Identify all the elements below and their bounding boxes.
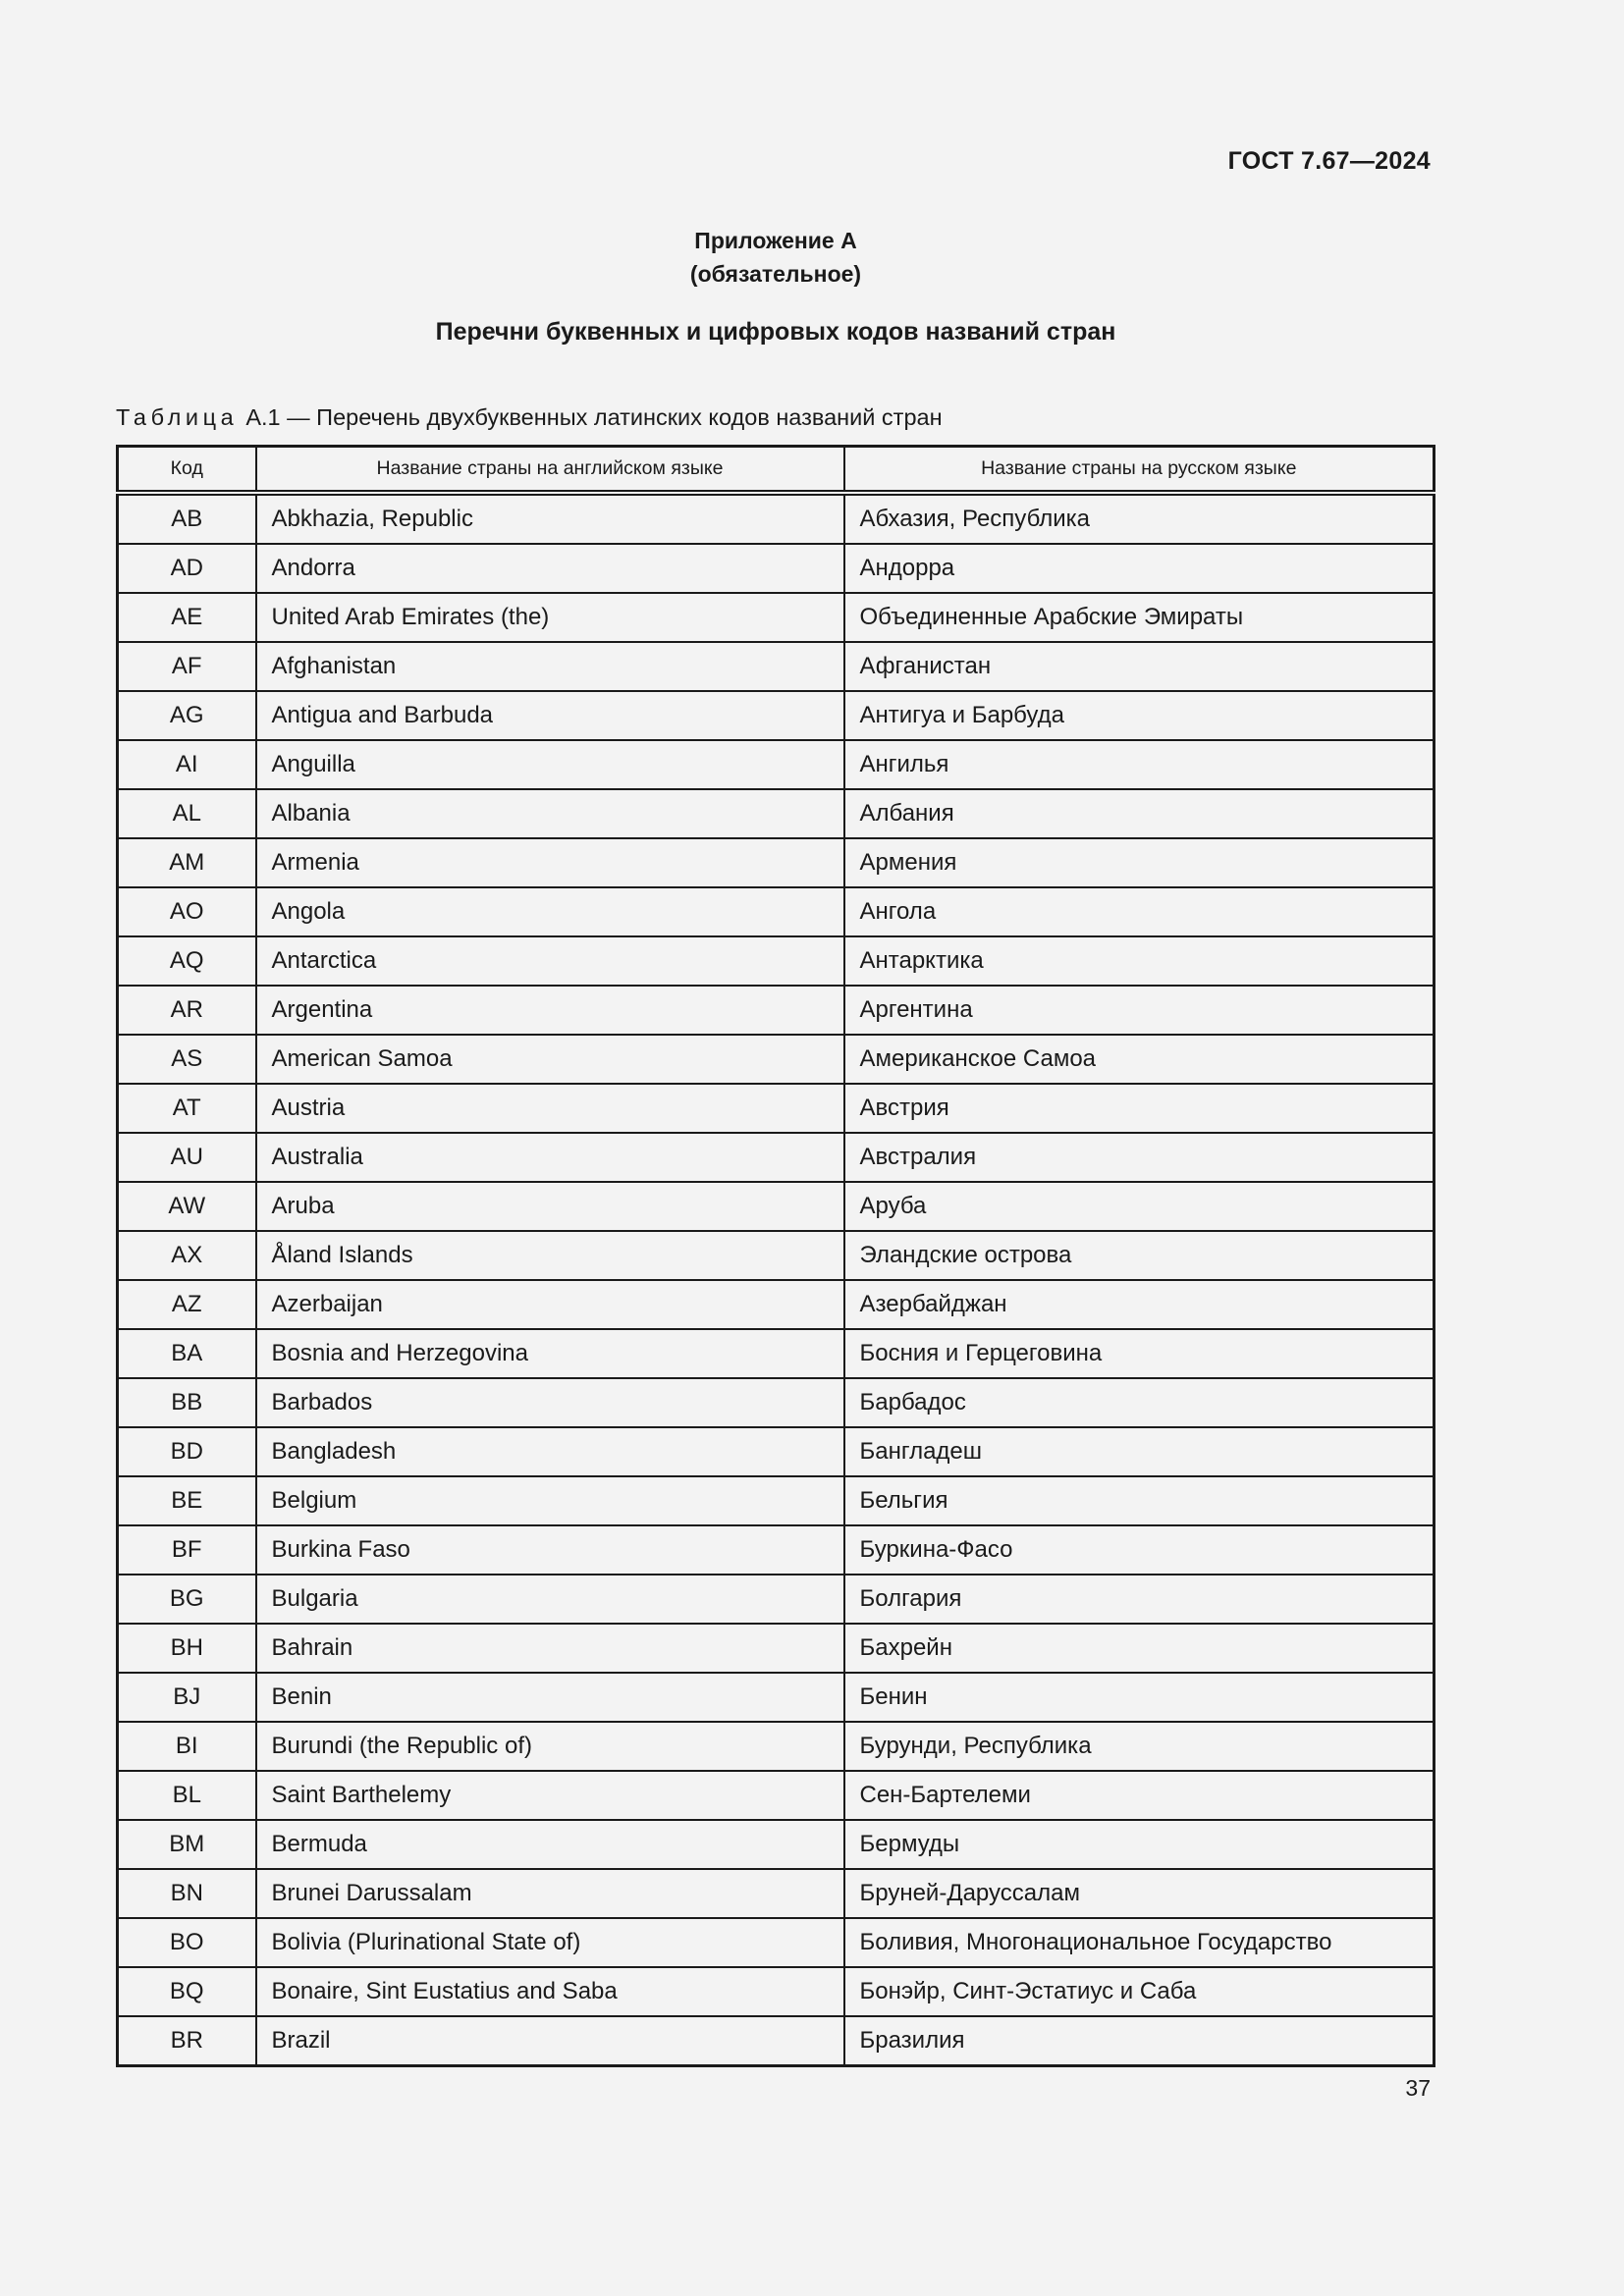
cell-code: AZ [118, 1280, 256, 1329]
table-row [118, 887, 1435, 936]
cell-code: AF [118, 642, 256, 691]
cell-english-name: Abkhazia, Republic [256, 493, 844, 544]
table-row [118, 1280, 1435, 1329]
cell-english-name: Åland Islands [256, 1231, 844, 1280]
cell-english-name: Austria [256, 1084, 844, 1133]
table-row [118, 1035, 1435, 1084]
cell-english-name: Bosnia and Herzegovina [256, 1329, 844, 1378]
cell-russian-name: Антарктика [844, 936, 1435, 986]
cell-russian-name: Афганистан [844, 642, 1435, 691]
cell-russian-name: Ангилья [844, 740, 1435, 789]
cell-code: BN [118, 1869, 256, 1918]
table-row [118, 1918, 1435, 1967]
appendix-status: (обязательное) [689, 261, 862, 287]
cell-code: AG [118, 691, 256, 740]
appendix-title: Приложение А [694, 228, 857, 253]
table-row [118, 1133, 1435, 1182]
cell-russian-name: Азербайджан [844, 1280, 1435, 1329]
table-row [118, 1084, 1435, 1133]
table-row [118, 1869, 1435, 1918]
cell-code: AD [118, 544, 256, 593]
cell-russian-name: Аруба [844, 1182, 1435, 1231]
table-body [118, 493, 1435, 2066]
table-row [118, 1967, 1435, 2016]
table-row [118, 740, 1435, 789]
cell-code: BQ [118, 1967, 256, 2016]
cell-russian-name: Бурунди, Республика [844, 1722, 1435, 1771]
cell-russian-name: Барбадос [844, 1378, 1435, 1427]
cell-code: BM [118, 1820, 256, 1869]
cell-english-name: Bolivia (Plurinational State of) [256, 1918, 844, 1967]
cell-english-name: Bahrain [256, 1624, 844, 1673]
cell-russian-name: Армения [844, 838, 1435, 887]
cell-english-name: Benin [256, 1673, 844, 1722]
document-code: ГОСТ 7.67—2024 [1227, 147, 1431, 175]
section-title: Перечни буквенных и цифровых кодов названий стран [435, 318, 1116, 346]
table-row [118, 1231, 1435, 1280]
cell-english-name: Barbados [256, 1378, 844, 1427]
cell-code: BO [118, 1918, 256, 1967]
table-row [118, 789, 1435, 838]
table-row [118, 1525, 1435, 1575]
cell-english-name: Belgium [256, 1476, 844, 1525]
cell-code: BB [118, 1378, 256, 1427]
cell-russian-name: Бруней-Даруссалам [844, 1869, 1435, 1918]
cell-russian-name: Бенин [844, 1673, 1435, 1722]
cell-code: AL [118, 789, 256, 838]
cell-russian-name: Сен-Бартелеми [844, 1771, 1435, 1820]
cell-code: AB [118, 493, 256, 544]
cell-english-name: Antigua and Barbuda [256, 691, 844, 740]
cell-code: AW [118, 1182, 256, 1231]
table-row [118, 1575, 1435, 1624]
cell-english-name: Bulgaria [256, 1575, 844, 1624]
table-header-row [118, 447, 1435, 494]
table-caption [116, 404, 943, 431]
cell-code: AR [118, 986, 256, 1035]
cell-code: AU [118, 1133, 256, 1182]
cell-english-name: Antarctica [256, 936, 844, 986]
table-row [118, 986, 1435, 1035]
cell-russian-name: Буркина-Фасо [844, 1525, 1435, 1575]
cell-english-name: Burundi (the Republic of) [256, 1722, 844, 1771]
cell-russian-name: Абхазия, Республика [844, 493, 1435, 544]
cell-english-name: Albania [256, 789, 844, 838]
cell-code: BR [118, 2016, 256, 2066]
cell-russian-name: Объединенные Арабские Эмираты [844, 593, 1435, 642]
cell-russian-name: Антигуа и Барбуда [844, 691, 1435, 740]
header-code: Код [118, 447, 256, 494]
cell-code: AO [118, 887, 256, 936]
cell-russian-name: Бонэйр, Синт-Эстатиус и Саба [844, 1967, 1435, 2016]
table-row [118, 493, 1435, 544]
table-row [118, 544, 1435, 593]
table-row [118, 1722, 1435, 1771]
cell-code: AQ [118, 936, 256, 986]
cell-english-name: Argentina [256, 986, 844, 1035]
cell-russian-name: Аргентина [844, 986, 1435, 1035]
cell-code: BA [118, 1329, 256, 1378]
cell-russian-name: Бразилия [844, 2016, 1435, 2066]
cell-code: AX [118, 1231, 256, 1280]
cell-english-name: Brazil [256, 2016, 844, 2066]
cell-english-name: Saint Barthelemy [256, 1771, 844, 1820]
cell-english-name: Bermuda [256, 1820, 844, 1869]
cell-english-name: Aruba [256, 1182, 844, 1231]
cell-code: BH [118, 1624, 256, 1673]
cell-russian-name: Бельгия [844, 1476, 1435, 1525]
cell-english-name: Australia [256, 1133, 844, 1182]
cell-russian-name: Бангладеш [844, 1427, 1435, 1476]
page-number: 37 [1405, 2075, 1431, 2101]
cell-english-name: Brunei Darussalam [256, 1869, 844, 1918]
cell-english-name: Bonaire, Sint Eustatius and Saba [256, 1967, 844, 2016]
table-row [118, 1771, 1435, 1820]
cell-russian-name: Болгария [844, 1575, 1435, 1624]
table-row [118, 1673, 1435, 1722]
cell-code: AM [118, 838, 256, 887]
cell-code: BF [118, 1525, 256, 1575]
cell-russian-name: Босния и Герцеговина [844, 1329, 1435, 1378]
table-row [118, 2016, 1435, 2066]
cell-russian-name: Эландские острова [844, 1231, 1435, 1280]
cell-english-name: Armenia [256, 838, 844, 887]
cell-code: BD [118, 1427, 256, 1476]
cell-code: BL [118, 1771, 256, 1820]
table-row [118, 1820, 1435, 1869]
cell-code: AE [118, 593, 256, 642]
table-row [118, 1476, 1435, 1525]
cell-russian-name: Албания [844, 789, 1435, 838]
cell-english-name: Azerbaijan [256, 1280, 844, 1329]
cell-code: AS [118, 1035, 256, 1084]
cell-russian-name: Австралия [844, 1133, 1435, 1182]
cell-code: BJ [118, 1673, 256, 1722]
table-row [118, 642, 1435, 691]
table-row [118, 593, 1435, 642]
cell-russian-name: Бахрейн [844, 1624, 1435, 1673]
cell-russian-name: Боливия, Многонациональное Государство [844, 1918, 1435, 1967]
cell-english-name: Afghanistan [256, 642, 844, 691]
table-row [118, 1378, 1435, 1427]
header-english-name: Название страны на английском языке [256, 447, 844, 494]
table-row [118, 936, 1435, 986]
table-row [118, 691, 1435, 740]
appendix-heading [0, 224, 1551, 291]
cell-code: BE [118, 1476, 256, 1525]
cell-english-name: United Arab Emirates (the) [256, 593, 844, 642]
cell-english-name: Burkina Faso [256, 1525, 844, 1575]
cell-english-name: American Samoa [256, 1035, 844, 1084]
table-caption-label: Таблица [116, 404, 239, 430]
cell-english-name: Bangladesh [256, 1427, 844, 1476]
cell-russian-name: Ангола [844, 887, 1435, 936]
cell-english-name: Anguilla [256, 740, 844, 789]
table-row [118, 838, 1435, 887]
table-row [118, 1427, 1435, 1476]
country-codes-table [116, 445, 1435, 2067]
cell-code: AT [118, 1084, 256, 1133]
cell-russian-name: Американское Самоа [844, 1035, 1435, 1084]
cell-english-name: Angola [256, 887, 844, 936]
cell-russian-name: Австрия [844, 1084, 1435, 1133]
header-russian-name: Название страны на русском языке [844, 447, 1435, 494]
cell-code: BI [118, 1722, 256, 1771]
cell-english-name: Andorra [256, 544, 844, 593]
cell-code: AI [118, 740, 256, 789]
table-caption-text: А.1 — Перечень двухбуквенных латинских кодов названий стран [245, 404, 943, 430]
cell-code: BG [118, 1575, 256, 1624]
table-row [118, 1329, 1435, 1378]
table-row [118, 1624, 1435, 1673]
cell-russian-name: Бермуды [844, 1820, 1435, 1869]
table-row [118, 1182, 1435, 1231]
cell-russian-name: Андорра [844, 544, 1435, 593]
